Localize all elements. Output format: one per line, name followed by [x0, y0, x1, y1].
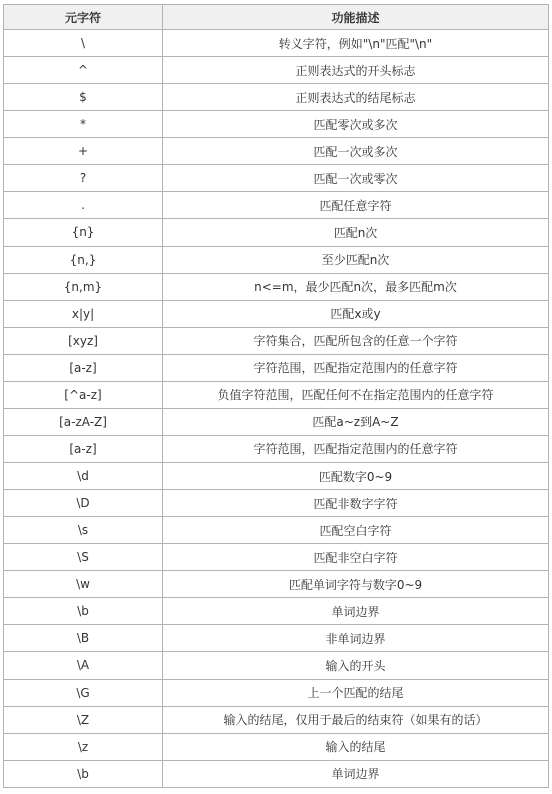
table-header-row — [4, 5, 549, 30]
metachar-cell: \b — [4, 760, 163, 787]
description-cell: 单词边界 — [163, 598, 549, 625]
table-row — [4, 30, 549, 57]
table-row — [4, 138, 549, 165]
description-cell: 匹配a~z到A~Z — [163, 408, 549, 435]
table-row — [4, 652, 549, 679]
metachar-cell: \G — [4, 679, 163, 706]
description-cell: 至少匹配n次 — [163, 246, 549, 273]
metachar-cell: . — [4, 192, 163, 219]
metachar-cell: x|y| — [4, 300, 163, 327]
table-body — [4, 30, 549, 788]
table-row — [4, 625, 549, 652]
description-cell: 匹配n次 — [163, 219, 549, 246]
metachar-cell: + — [4, 138, 163, 165]
description-cell: 匹配单词字符与数字0~9 — [163, 571, 549, 598]
description-cell: 输入的结尾，仅用于最后的结束符（如果有的话） — [163, 706, 549, 733]
metachar-cell: \ — [4, 30, 163, 57]
metachar-cell: [a-zA-Z] — [4, 408, 163, 435]
description-cell: 输入的开头 — [163, 652, 549, 679]
metachar-cell: \s — [4, 517, 163, 544]
description-cell: 正则表达式的开头标志 — [163, 57, 549, 84]
table-row — [4, 435, 549, 462]
metachar-cell: [a-z] — [4, 354, 163, 381]
metachar-cell: ^ — [4, 57, 163, 84]
metachar-cell: [xyz] — [4, 327, 163, 354]
metachar-cell: \b — [4, 598, 163, 625]
metacharacter-table — [3, 4, 549, 788]
table-row — [4, 517, 549, 544]
description-cell: 上一个匹配的结尾 — [163, 679, 549, 706]
metachar-cell: {n} — [4, 219, 163, 246]
column-header-description: 功能描述 — [163, 5, 549, 30]
description-cell: 非单词边界 — [163, 625, 549, 652]
table-row — [4, 219, 549, 246]
table-row — [4, 273, 549, 300]
description-cell: 匹配x或y — [163, 300, 549, 327]
metachar-cell: \S — [4, 544, 163, 571]
table-row — [4, 598, 549, 625]
metachar-cell: \d — [4, 463, 163, 490]
metachar-cell: [^a-z] — [4, 381, 163, 408]
table-row — [4, 354, 549, 381]
description-cell: 匹配任意字符 — [163, 192, 549, 219]
description-cell: 字符范围，匹配指定范围内的任意字符 — [163, 435, 549, 462]
metachar-cell: [a-z] — [4, 435, 163, 462]
table-row — [4, 246, 549, 273]
table-row — [4, 490, 549, 517]
column-header-metachar: 元字符 — [4, 5, 163, 30]
table-row — [4, 679, 549, 706]
description-cell: 匹配零次或多次 — [163, 111, 549, 138]
table-row — [4, 300, 549, 327]
table-row — [4, 192, 549, 219]
table-row — [4, 733, 549, 760]
metachar-cell: \z — [4, 733, 163, 760]
table-row — [4, 111, 549, 138]
table-row — [4, 408, 549, 435]
metachar-cell: \w — [4, 571, 163, 598]
table-row — [4, 544, 549, 571]
table-row — [4, 84, 549, 111]
description-cell: 正则表达式的结尾标志 — [163, 84, 549, 111]
description-cell: 匹配一次或零次 — [163, 165, 549, 192]
description-cell: 字符集合，匹配所包含的任意一个字符 — [163, 327, 549, 354]
description-cell: 转义字符，例如"\n"匹配"\n" — [163, 30, 549, 57]
metachar-cell: \D — [4, 490, 163, 517]
description-cell: 匹配非数字字符 — [163, 490, 549, 517]
metachar-cell: {n,m} — [4, 273, 163, 300]
metachar-cell: \B — [4, 625, 163, 652]
table-row — [4, 165, 549, 192]
table-row — [4, 760, 549, 787]
table-row — [4, 327, 549, 354]
table-row — [4, 57, 549, 84]
metachar-cell: \A — [4, 652, 163, 679]
description-cell: n<=m，最少匹配n次，最多匹配m次 — [163, 273, 549, 300]
description-cell: 匹配一次或多次 — [163, 138, 549, 165]
description-cell: 匹配非空白字符 — [163, 544, 549, 571]
description-cell: 单词边界 — [163, 760, 549, 787]
metachar-cell: {n,} — [4, 246, 163, 273]
description-cell: 输入的结尾 — [163, 733, 549, 760]
description-cell: 匹配空白字符 — [163, 517, 549, 544]
metachar-cell: * — [4, 111, 163, 138]
description-cell: 负值字符范围，匹配任何不在指定范围内的任意字符 — [163, 381, 549, 408]
table-row — [4, 571, 549, 598]
description-cell: 匹配数字0~9 — [163, 463, 549, 490]
table-row — [4, 706, 549, 733]
metachar-cell: $ — [4, 84, 163, 111]
description-cell: 字符范围，匹配指定范围内的任意字符 — [163, 354, 549, 381]
table-row — [4, 463, 549, 490]
table-row — [4, 381, 549, 408]
metachar-cell: ? — [4, 165, 163, 192]
metachar-cell: \Z — [4, 706, 163, 733]
